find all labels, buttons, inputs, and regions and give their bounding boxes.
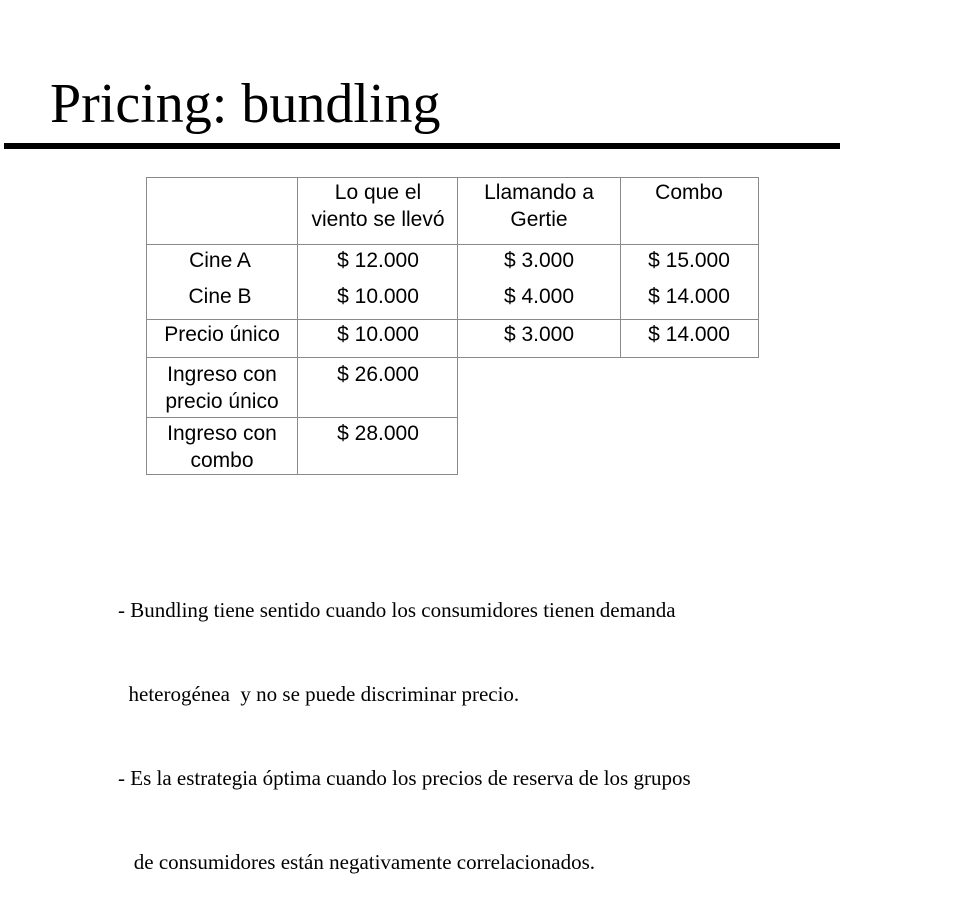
ingreso-unico-value: $ 26.000: [337, 363, 419, 386]
bullet-2-line-2: de consumidores están negativamente correlacionados.: [118, 850, 595, 874]
ingreso-unico-label-line2: precio único: [165, 390, 279, 413]
header-combo: Combo: [655, 181, 723, 204]
header-movie1-line1: Lo que el: [334, 181, 422, 204]
cine-a-movie2: $ 3.000: [503, 249, 575, 272]
title-underline: [4, 143, 840, 149]
precio-unico-movie2: $ 3.000: [503, 323, 575, 346]
cine-b-label: Cine B: [188, 285, 252, 308]
precio-unico-movie1: $ 10.000: [337, 323, 419, 346]
ingreso-combo-label-line2: combo: [190, 449, 254, 472]
precio-unico-label: Precio único: [164, 323, 280, 346]
header-movie1-line2: viento se llevó: [311, 208, 445, 231]
bullet-1-line-1: - Bundling tiene sentido cuando los consumidores tienen demanda: [118, 598, 676, 622]
cine-b-movie1: $ 10.000: [337, 285, 419, 308]
bullet-2-line-1: - Es la estrategia óptima cuando los precios de reserva de los grupos: [118, 766, 691, 790]
cine-b-movie2: $ 4.000: [503, 285, 575, 308]
header-movie2-line1: Llamando a: [484, 181, 594, 204]
precio-unico-combo: $ 14.000: [648, 323, 730, 346]
cine-a-movie1: $ 12.000: [337, 249, 419, 272]
bullet-1-line-2: heterogénea y no se puede discriminar precio.: [118, 682, 520, 706]
ingreso-combo-label-line1: Ingreso con: [167, 422, 277, 445]
header-movie2-line2: Gertie: [510, 208, 568, 231]
header-label-cell: [146, 177, 298, 245]
ingreso-combo-value: $ 28.000: [337, 422, 419, 445]
cine-a-label: Cine A: [189, 249, 251, 272]
cine-a-combo: $ 15.000: [648, 249, 730, 272]
slide-title: Pricing: bundling: [50, 73, 441, 135]
bullet-list: [118, 540, 691, 904]
ingreso-unico-label-line1: Ingreso con: [167, 363, 277, 386]
cine-b-combo: $ 14.000: [648, 285, 730, 308]
